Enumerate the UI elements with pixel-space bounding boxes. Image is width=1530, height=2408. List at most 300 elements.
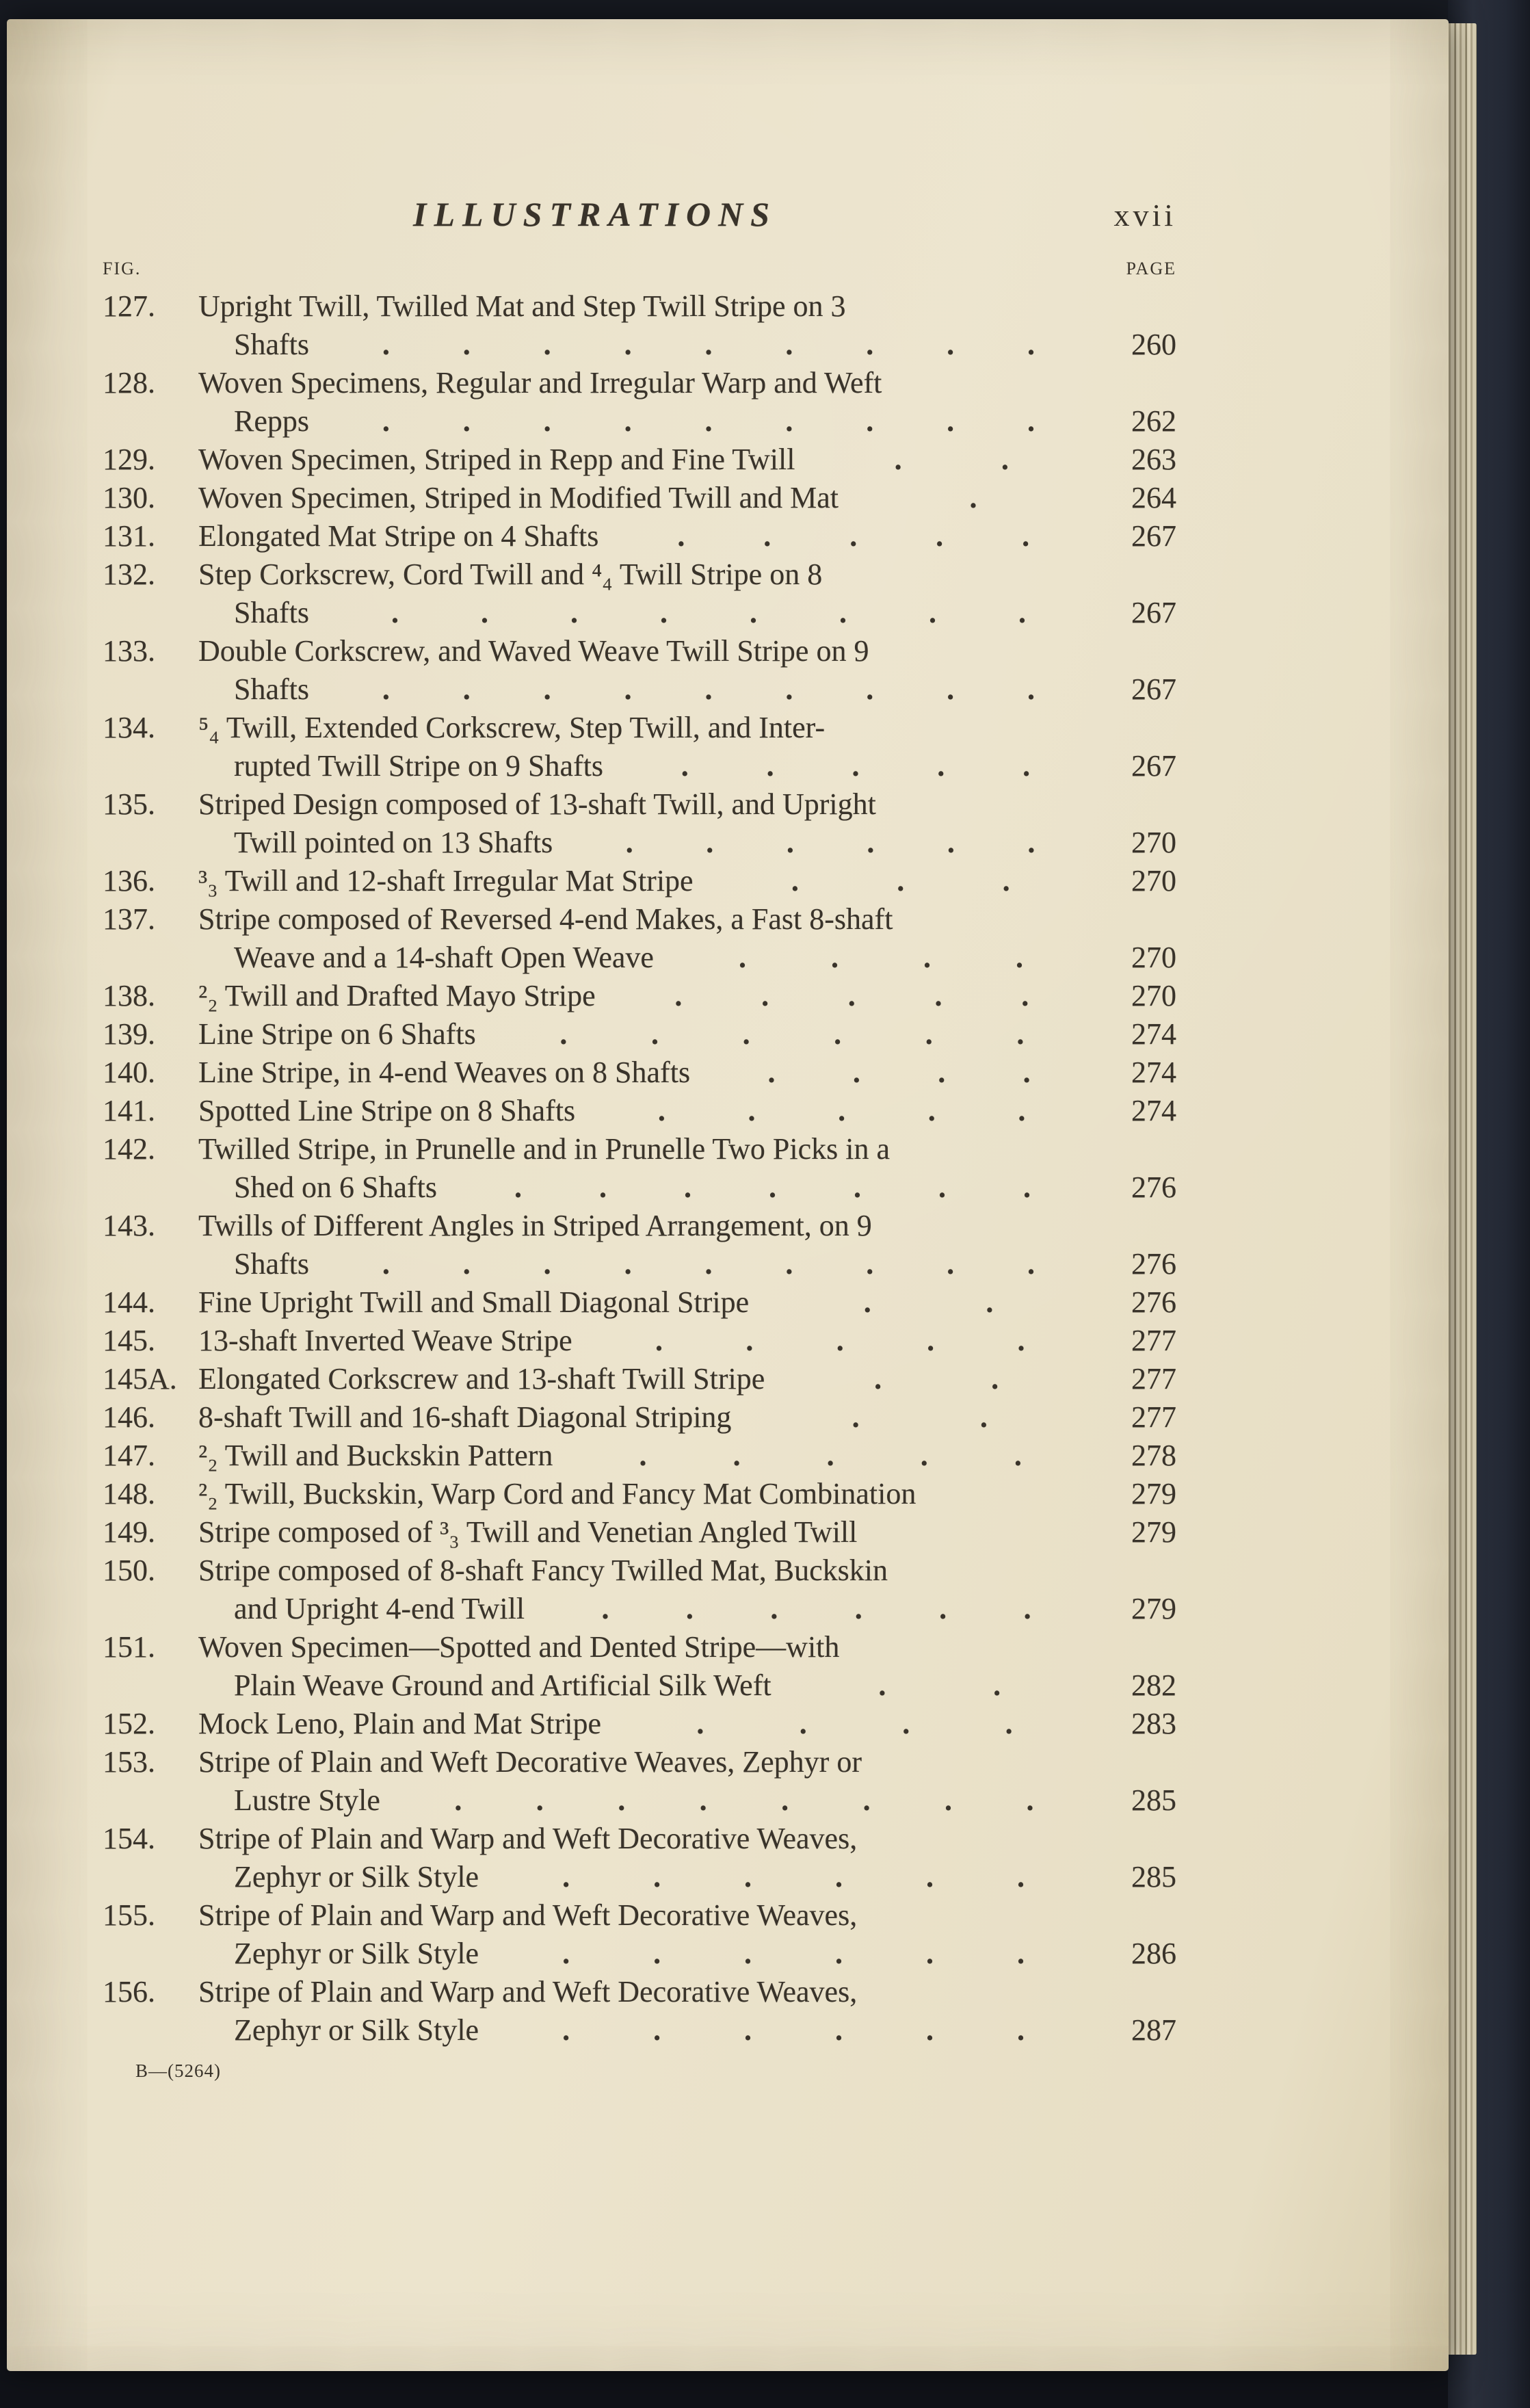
leader-dot: . [939, 1592, 947, 1625]
leader-dot: . [733, 1439, 741, 1472]
toc-line [103, 1360, 1176, 1398]
toc-line [103, 1590, 1176, 1628]
folio-number: xvii [1113, 198, 1176, 233]
leader-dot: . [947, 328, 955, 361]
leader-dot: . [929, 596, 936, 629]
leader-dot: . [938, 1170, 946, 1204]
leader-dot: . [382, 404, 390, 438]
leader-dot: . [1017, 1860, 1025, 1894]
leader-dot: . [923, 941, 931, 974]
figure-number: 136. [103, 864, 155, 898]
leader-dot: . [854, 1170, 861, 1204]
entry-caption: ²₂ Twill, Buckskin, Warp Cord and Fancy Mat Combination [198, 1477, 916, 1510]
entry-caption: 13-shaft Inverted Weave Stripe [198, 1324, 572, 1357]
toc-line [103, 862, 1176, 900]
figure-number: 147. [103, 1439, 155, 1472]
page-number: 279 [1131, 1477, 1176, 1510]
toc-line [103, 1130, 1176, 1168]
leader-dot: . [639, 1439, 647, 1472]
page-number: 285 [1131, 1860, 1176, 1894]
dot-leader [553, 824, 1108, 862]
leader-dot: . [462, 1247, 471, 1281]
page-number: 278 [1131, 1439, 1176, 1472]
leader-dot: . [991, 1362, 999, 1396]
toc-line [103, 1628, 1176, 1666]
figure-number: 141. [103, 1094, 155, 1127]
toc-line [103, 1437, 1176, 1475]
leader-dot: . [835, 2013, 843, 2047]
page-number: 270 [1131, 826, 1176, 859]
toc-line [103, 1015, 1176, 1054]
page-number: 286 [1131, 1937, 1176, 1970]
leader-dot: . [624, 672, 632, 706]
leader-dot: . [920, 1439, 928, 1472]
leader-dot: . [830, 941, 839, 974]
leader-dot: . [849, 519, 858, 553]
page-number: 276 [1131, 1170, 1176, 1204]
entry-caption: Twill pointed on 13 Shafts [234, 826, 553, 859]
leader-dot: . [902, 1707, 910, 1740]
entry-caption: Step Corkscrew, Cord Twill and ⁴₄ Twill Stripe on 8 [198, 558, 823, 591]
leader-dot: . [1017, 1324, 1025, 1357]
toc-line [103, 1781, 1176, 1820]
leader-dot: . [1027, 1247, 1036, 1281]
dot-leader [309, 402, 1108, 441]
dot-leader [437, 1168, 1108, 1207]
figure-number: 155. [103, 1898, 155, 1932]
figure-number: 156. [103, 1975, 155, 2008]
leader-dot: . [543, 404, 551, 438]
leader-dot: . [1022, 519, 1030, 553]
leader-dot: . [926, 1937, 934, 1970]
leader-dot: . [799, 1707, 807, 1740]
entry-caption: Woven Specimen, Striped in Modified Twill and Mat [198, 481, 839, 514]
toc-line [103, 900, 1176, 939]
leader-dot: . [748, 1094, 756, 1127]
leader-dot: . [559, 1017, 568, 1051]
figure-number: 151. [103, 1630, 155, 1664]
leader-dot: . [979, 1400, 988, 1434]
toc-line [103, 517, 1176, 555]
leader-dot: . [624, 328, 632, 361]
toc-line [103, 1168, 1176, 1207]
figure-number: 139. [103, 1017, 155, 1051]
leader-dot: . [382, 328, 390, 361]
column-headers [103, 259, 1176, 279]
toc-line [103, 1513, 1176, 1552]
figure-number: 138. [103, 979, 155, 1012]
entry-caption: Repps [234, 404, 309, 438]
toc-line [103, 594, 1176, 632]
entry-caption: Stripe composed of ³₃ Twill and Venetian Angled Twill [198, 1515, 858, 1549]
entry-caption: Mock Leno, Plain and Mat Stripe [198, 1707, 602, 1740]
entry-caption: Woven Specimens, Regular and Irregular Warp and Weft [198, 366, 882, 400]
leader-dot: . [706, 826, 714, 859]
fig-column-header: FIG. [103, 259, 142, 278]
figure-number: 130. [103, 481, 155, 514]
leader-dot: . [769, 1170, 776, 1204]
page-number: 274 [1131, 1017, 1176, 1051]
entry-caption: ⁵₄ Twill, Extended Corkscrew, Step Twill, and Inter- [198, 711, 826, 744]
toc-line [103, 2011, 1176, 2050]
leader-dot: . [454, 1783, 462, 1817]
leader-dot: . [738, 941, 746, 974]
dot-leader [654, 939, 1108, 977]
leader-dot: . [1017, 2013, 1025, 2047]
leader-dot: . [1002, 864, 1010, 898]
page-title: ILLUSTRATIONS [413, 195, 777, 233]
leader-dot: . [674, 979, 683, 1012]
leader-dot: . [835, 1860, 843, 1894]
page-number: 277 [1131, 1324, 1176, 1357]
leader-dot: . [969, 481, 977, 514]
leader-dot: . [462, 404, 471, 438]
dot-leader [525, 1590, 1108, 1628]
leader-dot: . [936, 519, 944, 553]
entry-caption: Zephyr or Silk Style [234, 1937, 479, 1970]
leader-dot: . [863, 1285, 871, 1319]
figure-number: 148. [103, 1477, 155, 1510]
page-number: 267 [1131, 596, 1176, 629]
leader-dot: . [653, 2013, 661, 2047]
leader-dot: . [1021, 979, 1029, 1012]
toc-line [103, 1245, 1176, 1283]
toc-line [103, 1743, 1176, 1781]
entry-caption: Twilled Stripe, in Prunelle and in Prunelle Two Picks in a [198, 1132, 891, 1166]
figure-number: 132. [103, 558, 155, 591]
leader-dot: . [993, 1668, 1001, 1702]
figure-number: 144. [103, 1285, 155, 1319]
leader-dot: . [750, 596, 757, 629]
leader-dot: . [1023, 1170, 1031, 1204]
leader-dot: . [677, 519, 685, 553]
leader-dot: . [696, 1707, 704, 1740]
leader-dot: . [785, 672, 793, 706]
dot-leader [749, 1283, 1108, 1322]
entry-caption: Stripe of Plain and Weft Decorative Weaves, Zephyr or [198, 1745, 862, 1779]
page-number: 262 [1131, 404, 1176, 438]
toc-line [103, 939, 1176, 977]
figure-number: 146. [103, 1400, 155, 1434]
toc-line [103, 1973, 1176, 2011]
toc-line [103, 555, 1176, 594]
dot-leader [694, 862, 1108, 900]
toc-line [103, 326, 1176, 364]
leader-dot: . [1014, 1439, 1022, 1472]
page-number: 263 [1131, 443, 1176, 476]
leader-dot: . [699, 1783, 707, 1817]
toc-line [103, 287, 1176, 326]
entry-caption: Elongated Corkscrew and 13-shaft Twill Stripe [198, 1362, 765, 1396]
entry-caption: Stripe composed of Reversed 4-end Makes, a Fast 8-shaft [198, 902, 893, 936]
entry-caption: Plain Weave Ground and Artificial Silk Weft [234, 1668, 771, 1702]
entry-caption: Double Corkscrew, and Waved Weave Twill Stripe on 9 [198, 634, 869, 668]
leader-dot: . [1027, 826, 1036, 859]
leader-dot: . [684, 1170, 691, 1204]
figure-number: 137. [103, 902, 155, 936]
entry-caption: Woven Specimen—Spotted and Dented Stripe—with [198, 1630, 840, 1664]
figure-number: 152. [103, 1707, 155, 1740]
dot-leader [380, 1781, 1108, 1820]
leader-dot: . [866, 328, 874, 361]
dot-leader [601, 1705, 1108, 1743]
leader-dot: . [746, 1324, 754, 1357]
leader-dot: . [536, 1783, 544, 1817]
toc-line [103, 785, 1176, 824]
toc-line [103, 709, 1176, 747]
toc-line [103, 1896, 1176, 1935]
leader-dot: . [785, 404, 793, 438]
toc-line [103, 977, 1176, 1015]
entry-caption: Stripe composed of 8-shaft Fancy Twilled Mat, Buckskin [198, 1554, 888, 1587]
leader-dot: . [785, 328, 793, 361]
entry-caption: Elongated Mat Stripe on 4 Shafts [198, 519, 599, 553]
page-number: 267 [1131, 519, 1176, 553]
leader-dot: . [653, 1937, 661, 1970]
dot-leader [309, 326, 1108, 364]
dot-leader [479, 1935, 1108, 1973]
entry-caption: ³₃ Twill and 12-shaft Irregular Mat Stripe [198, 864, 694, 898]
leader-dot: . [866, 672, 874, 706]
printer-signature: B—(5264) [135, 2060, 221, 2081]
leader-dot: . [543, 672, 551, 706]
leader-dot: . [462, 328, 471, 361]
leader-dot: . [866, 1247, 874, 1281]
leader-dot: . [938, 1056, 946, 1089]
leader-dot: . [391, 596, 399, 629]
entry-caption: Twills of Different Angles in Striped Arrangement, on 9 [198, 1209, 872, 1242]
toc-line [103, 1935, 1176, 1973]
dot-leader [309, 594, 1108, 632]
dot-leader [553, 1437, 1108, 1475]
leader-dot: . [704, 1247, 713, 1281]
leader-dot: . [1027, 328, 1036, 361]
leader-dot: . [894, 443, 902, 476]
entry-caption: Shafts [234, 596, 309, 629]
entry-caption: Line Stripe, in 4-end Weaves on 8 Shafts [198, 1056, 691, 1089]
dot-leader [476, 1015, 1108, 1054]
leader-dot: . [947, 672, 955, 706]
toc-line [103, 824, 1176, 862]
leader-dot: . [704, 328, 713, 361]
figure-number: 135. [103, 787, 155, 821]
leader-dot: . [852, 1400, 860, 1434]
page-number: 285 [1131, 1783, 1176, 1817]
page-number: 260 [1131, 328, 1176, 361]
leader-dot: . [704, 672, 713, 706]
entry-caption: Woven Specimen, Striped in Repp and Fine Twill [198, 443, 795, 476]
title-row [103, 194, 1176, 234]
dot-leader [603, 747, 1108, 785]
leader-dot: . [947, 404, 955, 438]
leader-dot: . [1017, 1937, 1025, 1970]
figure-number: 145. [103, 1324, 155, 1357]
figure-number: 150. [103, 1554, 155, 1587]
leader-dot: . [947, 1247, 955, 1281]
leader-dot: . [599, 1170, 607, 1204]
entry-caption: Zephyr or Silk Style [234, 2013, 479, 2047]
leader-dot: . [781, 1783, 789, 1817]
leader-dot: . [854, 1592, 862, 1625]
figure-number: 153. [103, 1745, 155, 1779]
page-number: 287 [1131, 2013, 1176, 2047]
page-number: 267 [1131, 749, 1176, 783]
leader-dot: . [926, 2013, 934, 2047]
toc-line [103, 1705, 1176, 1743]
leader-dot: . [836, 1324, 844, 1357]
entry-caption: Shafts [234, 1247, 309, 1281]
dot-leader [309, 1245, 1108, 1283]
toc-line [103, 1207, 1176, 1245]
leader-dot: . [481, 596, 488, 629]
leader-dot: . [1027, 404, 1036, 438]
page-number: 283 [1131, 1707, 1176, 1740]
leader-dot: . [1023, 1056, 1031, 1089]
page-number: 270 [1131, 979, 1176, 1012]
leader-dot: . [770, 1592, 778, 1625]
entry-caption: Stripe of Plain and Warp and Weft Decorative Weaves, [198, 1898, 858, 1932]
leader-dot: . [1027, 672, 1036, 706]
figure-number: 134. [103, 711, 155, 744]
leader-dot: . [897, 864, 905, 898]
leader-dot: . [462, 672, 471, 706]
leader-dot: . [744, 1860, 752, 1894]
leader-dot: . [834, 1017, 842, 1051]
page-number: 276 [1131, 1247, 1176, 1281]
entry-caption: Line Stripe on 6 Shafts [198, 1017, 476, 1051]
figure-number: 149. [103, 1515, 155, 1549]
figure-number: 131. [103, 519, 155, 553]
page-number: 279 [1131, 1592, 1176, 1625]
leader-dot: . [761, 979, 769, 1012]
leader-dot: . [937, 749, 945, 783]
leader-dot: . [543, 1247, 551, 1281]
dot-leader [771, 1666, 1108, 1705]
entry-caption: Shed on 6 Shafts [234, 1170, 437, 1204]
book-page [7, 19, 1449, 2371]
entry-caption: ²₂ Twill and Drafted Mayo Stripe [198, 979, 596, 1012]
page-number: 274 [1131, 1094, 1176, 1127]
leader-dot: . [744, 1937, 752, 1970]
leader-dot: . [927, 1324, 935, 1357]
figure-number: 128. [103, 366, 155, 400]
leader-dot: . [1023, 749, 1031, 783]
leader-dot: . [874, 1362, 882, 1396]
figure-number: 143. [103, 1209, 155, 1242]
leader-dot: . [543, 328, 551, 361]
leader-dot: . [655, 1324, 663, 1357]
entry-caption: Stripe of Plain and Warp and Weft Decorative Weaves, [198, 1975, 858, 2008]
toc-line [103, 1552, 1176, 1590]
entry-caption: Fine Upright Twill and Small Diagonal Stripe [198, 1285, 750, 1319]
toc-line [103, 1092, 1176, 1130]
leader-dot: . [625, 826, 633, 859]
leader-dot: . [704, 404, 713, 438]
leader-dot: . [852, 749, 860, 783]
leader-dot: . [562, 2013, 570, 2047]
leader-dot: . [1018, 1094, 1026, 1127]
figure-number: 142. [103, 1132, 155, 1166]
leader-dot: . [878, 1668, 886, 1702]
leader-dot: . [744, 2013, 752, 2047]
toc-line [103, 1858, 1176, 1896]
page-number: 277 [1131, 1362, 1176, 1396]
leader-dot: . [1023, 1592, 1031, 1625]
toc-line [103, 1322, 1176, 1360]
leader-dot: . [766, 749, 774, 783]
leader-dot: . [1005, 1707, 1013, 1740]
leader-dot: . [867, 826, 875, 859]
dot-leader [572, 1322, 1108, 1360]
toc-line [103, 1666, 1176, 1705]
leader-dot: . [786, 826, 794, 859]
figure-number: 127. [103, 289, 155, 323]
dot-leader [575, 1092, 1108, 1130]
leader-dot: . [1018, 596, 1026, 629]
toc-line [103, 1820, 1176, 1858]
leader-dot: . [862, 1783, 871, 1817]
leader-dot: . [1026, 1783, 1034, 1817]
leader-dot: . [839, 596, 847, 629]
entry-caption: Stripe of Plain and Warp and Weft Decorative Weaves, [198, 1822, 858, 1855]
leader-dot: . [791, 864, 799, 898]
page-number: 277 [1131, 1400, 1176, 1434]
leader-dot: . [945, 1783, 953, 1817]
dot-leader [479, 1858, 1108, 1896]
leader-dot: . [1001, 443, 1009, 476]
figure-number: 140. [103, 1056, 155, 1089]
leader-dot: . [826, 1439, 834, 1472]
entry-caption: ²₂ Twill and Buckskin Pattern [198, 1439, 553, 1472]
toc-line [103, 441, 1176, 479]
leader-dot: . [601, 1592, 609, 1625]
toc-line [103, 632, 1176, 670]
leader-dot: . [681, 749, 689, 783]
dot-leader [598, 517, 1108, 555]
leader-dot: . [927, 1094, 936, 1127]
page-number: 264 [1131, 481, 1176, 514]
leader-dot: . [934, 979, 942, 1012]
toc-line [103, 479, 1176, 517]
leader-dot: . [650, 1017, 659, 1051]
toc-line [103, 1054, 1176, 1092]
page-column-header: PAGE [1126, 259, 1176, 278]
entry-caption: rupted Twill Stripe on 9 Shafts [234, 749, 603, 783]
leader-dot: . [835, 1937, 843, 1970]
page-number: 274 [1131, 1056, 1176, 1089]
leader-dot: . [514, 1170, 522, 1204]
leader-dot: . [657, 1094, 665, 1127]
leader-dot: . [653, 1860, 661, 1894]
entry-caption: Spotted Line Stripe on 8 Shafts [198, 1094, 576, 1127]
leader-dot: . [847, 979, 856, 1012]
leader-dot: . [382, 1247, 390, 1281]
figure-number: 154. [103, 1822, 155, 1855]
leader-dot: . [947, 826, 955, 859]
leader-dot: . [742, 1017, 750, 1051]
toc-line [103, 364, 1176, 402]
leader-dot: . [785, 1247, 793, 1281]
toc-line [103, 670, 1176, 709]
leader-dot: . [925, 1017, 933, 1051]
dot-leader [690, 1054, 1108, 1092]
leader-dot: . [838, 1094, 846, 1127]
entry-caption: Zephyr or Silk Style [234, 1860, 479, 1894]
toc-line [103, 747, 1176, 785]
illustrations-list [103, 287, 1176, 2050]
entry-caption: Shafts [234, 672, 309, 706]
leader-dot: . [562, 1937, 570, 1970]
